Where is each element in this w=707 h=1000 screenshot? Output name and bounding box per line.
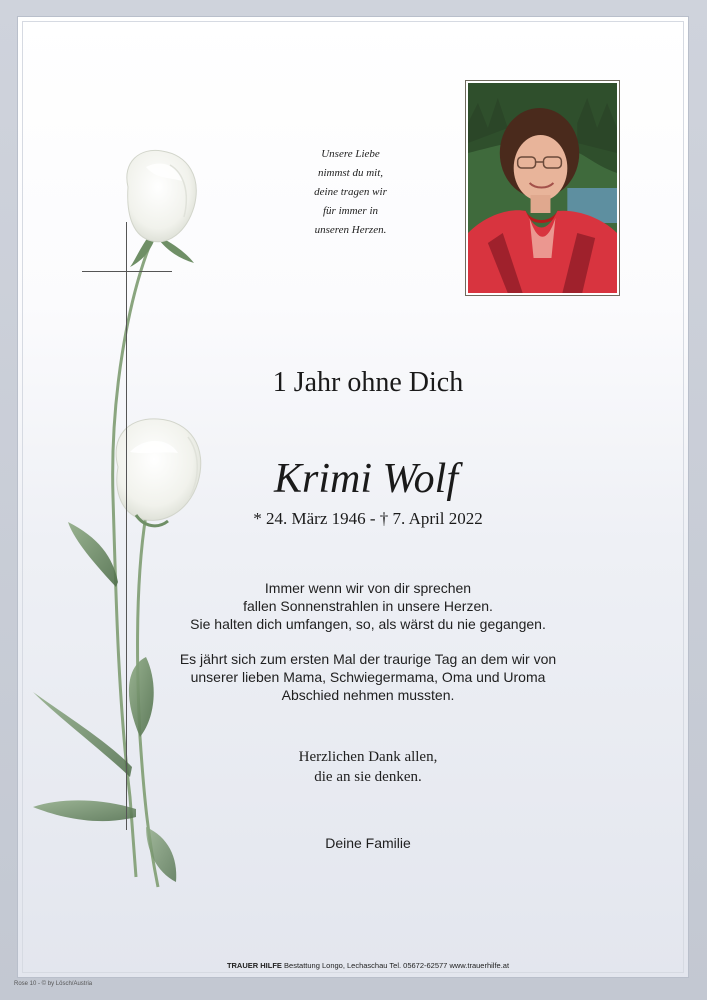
memorial-card [17, 16, 689, 978]
message-line: unserer lieben Mama, Schwiegermama, Oma und Uroma [190, 669, 546, 685]
portrait-photo-frame [465, 80, 620, 296]
message-line: Immer wenn wir von dir sprechen [264, 580, 472, 596]
footer-brand: TRAUER HILFE [226, 961, 282, 970]
white-roses-illustration [18, 137, 248, 927]
thanks-line: die an sie denken. [314, 769, 422, 785]
signature: Deine Familie [325, 835, 411, 851]
portrait-photo [468, 83, 617, 293]
message-paragraph-1 [17, 579, 689, 633]
memorial-headline: 1 Jahr ohne Dich [272, 367, 464, 398]
poem-line: unseren Herzen. [314, 224, 387, 236]
cross-horizontal-line [82, 271, 172, 272]
message-line: Sie halten dich umfangen, so, als wärst du nie gegangen. [190, 616, 546, 632]
poem-line: nimmst du mit, [317, 167, 384, 179]
footer-text: Bestattung Longo, Lechaschau Tel. 05672-62577 www.trauerhilfe.at [284, 961, 510, 970]
life-dates: * 24. März 1946 - † 7. April 2022 [253, 509, 483, 528]
message-line: Es jährt sich zum ersten Mal der traurige Tag an dem wir von [179, 651, 557, 667]
deceased-name: Krimi Wolf [274, 456, 458, 502]
message-line: Abschied nehmen mussten. [281, 687, 455, 703]
poem-line: deine tragen wir [314, 186, 387, 198]
thanks-line: Herzlichen Dank allen, [298, 749, 438, 765]
message-line: fallen Sonnenstrahlen in unsere Herzen. [243, 598, 493, 614]
poem-line: Unsere Liebe [321, 148, 380, 160]
poem-line: für immer in [323, 205, 378, 217]
footer [17, 961, 689, 970]
copyright-note: Rose 10 - © by Lösch/Austria [14, 981, 93, 987]
poem [288, 145, 413, 240]
thanks-note [17, 747, 689, 787]
message-paragraph-2 [17, 650, 689, 704]
